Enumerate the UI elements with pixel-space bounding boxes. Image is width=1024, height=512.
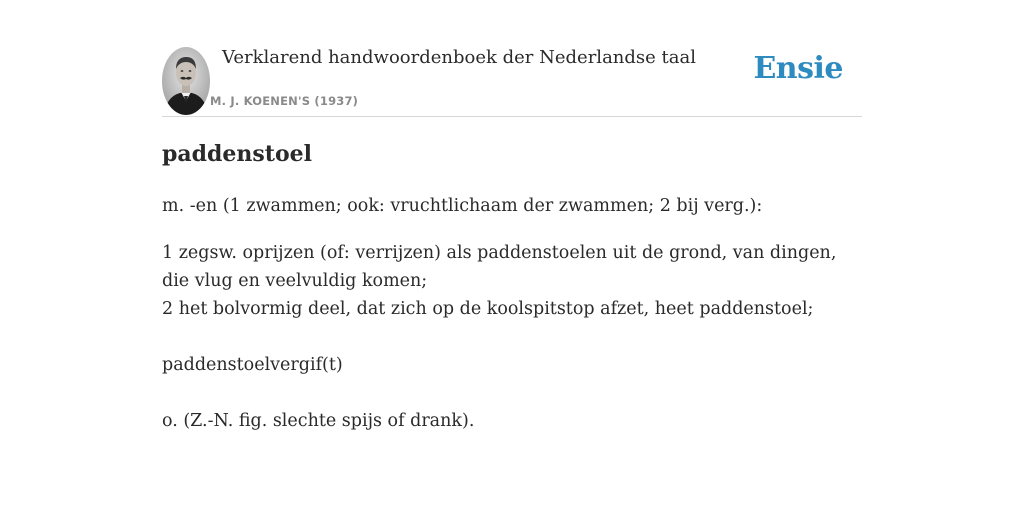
site-header [162, 44, 862, 117]
entry-senses [162, 239, 862, 323]
dictionary-author: M. J. KOENEN'S (1937) [210, 94, 359, 108]
author-portrait-icon [162, 47, 210, 115]
entry-grammar: m. -en (1 zwammen; ook: vruchtlichaam der zwammen; 2 bij verg.): [162, 196, 763, 216]
brand-logo-link[interactable]: Ensie [753, 51, 843, 86]
sense-item: 1 zegsw. oprijzen (of: verrijzen) als paddenstoelen uit de grond, van dingen, die vlug en veelvuldig komen; [162, 243, 837, 291]
sense-item: 2 het bolvormig deel, dat zich op de koolspitstop afzet, heet paddenstoel; [162, 299, 814, 319]
dictionary-title: Verklarend handwoordenboek der Nederlandse taal [222, 47, 696, 68]
entry-content [162, 138, 862, 435]
sub-entry-definition: o. (Z.-N. fig. slechte spijs of drank). [162, 411, 475, 431]
sub-entry-headword: paddenstoelvergif(t) [162, 355, 343, 375]
entry-headword: paddenstoel [162, 141, 312, 167]
